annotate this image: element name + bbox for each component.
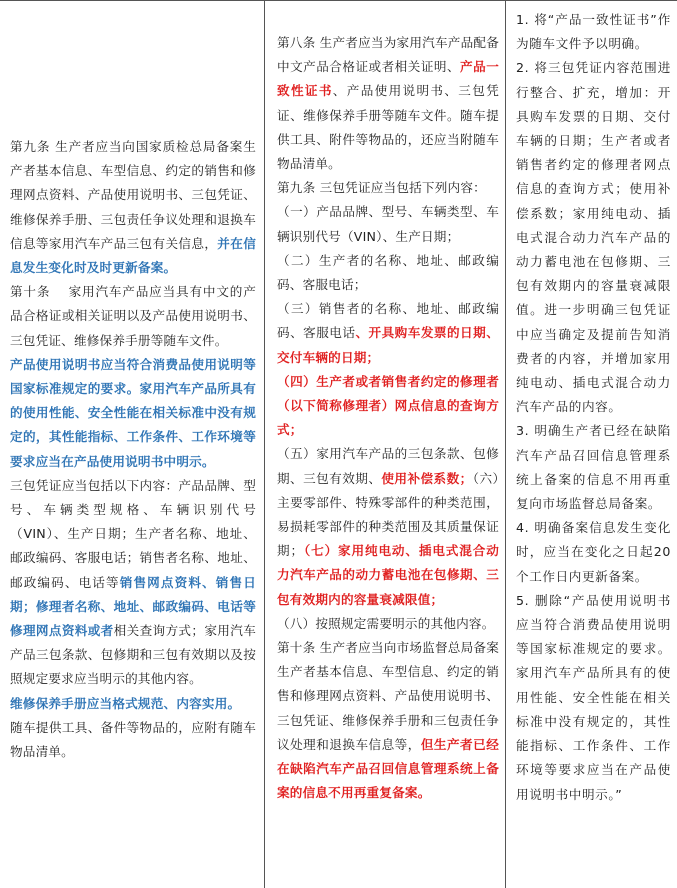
column-original-text (0, 1, 265, 888)
article-8-body: 第八条 生产者应当为家用汽车产品配备中文产品合格证或者相关证明、 (277, 35, 499, 75)
article-9-body: 第九条 生产者应当向国家质检总局备案生产者基本信息、车型信息、约定的销售和修理网点资料、产品使用说明书、三包凭证、维修保养手册、三包责任争议处理和退换车信息等家用汽车产品三包有关信息， (10, 139, 256, 251)
article-10-highlight: 但生产者已经在缺陷汽车产品召回信息管理系统上备案的信息不用再重复备案。 (277, 736, 499, 801)
article-10-original: 第十条 家用汽车产品应当具有中文的产品合格证或相关证明以及产品使用说明书、三包凭证、维修保养手册等随车文件。 (10, 284, 256, 348)
item-4: （四）生产者或者销售者约定的修理者（以下简称修理者）网点信息的查询方式； (277, 373, 499, 438)
warranty-card-contents (10, 474, 256, 692)
warranty-card-tail: 相关查询方式；家用汽车产品三包条款、包修期和三包有效期以及按照规定要求应当明示的其他内容。 (10, 623, 257, 687)
maintenance-manual-highlight: 维修保养手册应当格式规范、内容实用。 (10, 695, 241, 711)
note-1: 1. 将“产品一致性证书”作为随车文件予以明确。 (516, 12, 671, 52)
article-8-tail: 、产品使用说明书、三包凭证、维修保养手册等随车文件。随车提供工具、附件等物品的，还应当附随车物品清单。 (277, 83, 499, 172)
note-3: 3. 明确生产者已经在缺陷汽车产品召回信息管理系统上备案的信息不用再重复向市场监督总局备案。 (516, 423, 671, 512)
manual-requirement-highlight: 产品使用说明书应当符合消费品使用说明等国家标准规定的要求。家用汽车产品所具有的使用性能、安全性能在相关标准中没有规定的，其性能指标、工作条件、工作环境等要求应当在产品使用说明书中明示。 (10, 356, 256, 469)
warranty-card-body: 三包凭证应当包括以下内容：产品品牌、型号、车辆类型规格、车辆识别代号（VIN）、生产日期；生产者名称、地址、邮政编码、客服电话；销售者名称、地址、邮政编码、电话等 (10, 477, 256, 590)
item-8: （八）按照规定需要明示的其他内容。 (277, 615, 495, 631)
note-2: 2. 将三包凭证内容范围进行整合、扩充，增加：开具购车发票的日期、交付车辆的日期；生产者或者销售者约定的修理者网点信息的查询方式；使用补偿系数；家用纯电动、插电式混合动力汽车产品的动力蓄电池在包修期、三包有效期内的容量衰减限值。进一步明确三包凭证中应当确定及提前告知消费者的内容，并增加家用纯电动、插电式混合动力汽车产品的内容。 (516, 60, 671, 415)
items-5-7 (277, 442, 499, 611)
item-5-body: （五）家用汽车产品的三包条款、包修期、三包有效期、 (277, 446, 499, 486)
item-3-body: （三）销售者的名称、地址、邮政编码、客服电话 (277, 301, 499, 341)
column-revised-text (265, 1, 506, 888)
column-change-notes (506, 1, 677, 888)
item-5-highlight: 使用补偿系数； (381, 470, 473, 486)
item-2: （二）生产者的名称、地址、邮政编码、客服电话； (277, 252, 499, 293)
article-8-highlight: 产品一致性证书 (277, 59, 499, 99)
item-7: （七）家用纯电动、插电式混合动力汽车产品的动力蓄电池在包修期、三包有效期内的容量衰减限值； (277, 543, 499, 607)
article-9-revised: 第九条 三包凭证应当包括下列内容： (277, 180, 486, 196)
article-10-body: 第十条 生产者应当向市场监督总局备案生产者基本信息、车型信息、约定的销售和修理网点资料、产品使用说明书、三包凭证、维修保养手册和三包责任争议处理和退换车信息等， (277, 640, 499, 752)
note-5: 5. 删除“产品使用说明书应当符合消费品使用说明等国家标准规定的要求。家用汽车产品所具有的使用性能、安全性能在相关标准中没有规定的，其性能指标、工作条件、工作环境等要求应当在产品使用说明书中明示。” (516, 592, 671, 802)
item-1: （一）产品品牌、型号、车辆类型、车辆识别代号（VIN）、生产日期； (277, 204, 499, 244)
warranty-card-highlight: 销售网点资料、销售日期；修理者名称、地址、邮政编码、电话等修理网点资料或者 (10, 574, 257, 639)
article-8-revised (277, 31, 499, 176)
article-10-revised (277, 636, 499, 805)
accessory-list-note: 随车提供工具、备件等物品的，应附有随车物品清单。 (10, 719, 256, 760)
article-9-original (10, 135, 256, 280)
note-4: 4. 明确备案信息发生变化时，应当在变化之日起20个工作日内更新备案。 (516, 520, 671, 584)
item-6: （六）主要零部件、特殊零部件的种类范围，易损耗零部件的种类范围及其质量保证期； (277, 470, 499, 559)
item-3-highlight: 、开具购车发票的日期、交付车辆的日期； (277, 325, 499, 365)
article-9-highlight: 并在信息发生变化时及时更新备案。 (10, 235, 257, 276)
item-3 (277, 297, 499, 370)
